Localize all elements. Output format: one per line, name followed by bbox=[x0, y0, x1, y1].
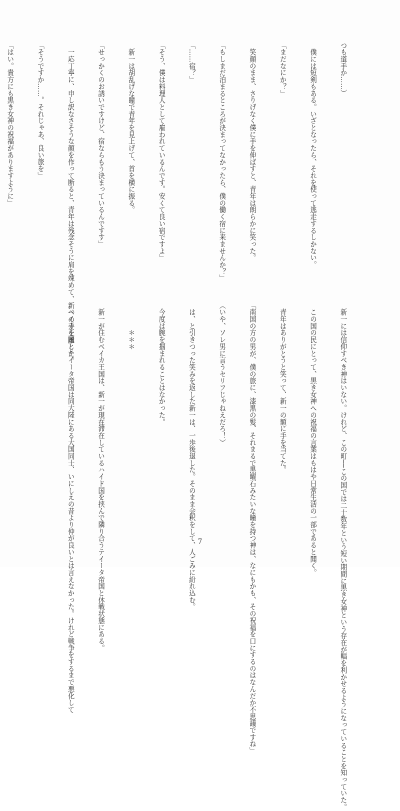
text-line: 新一は胡乱げな瞳で青年を見上げて、首を横に振る。 bbox=[126, 42, 135, 214]
text-line: 僕には短剣もある。いざとなったら、それを使って逃走するしかない。 bbox=[308, 42, 317, 269]
text-line: は、と引きつった笑みを返した新一は、一歩後退した。そのまま会釈をして、人ごみに紛れ込む。 bbox=[187, 302, 196, 611]
page-number: 7 bbox=[197, 538, 203, 546]
text-line: この国の民にとって、黒き女神への祝福の言葉はもはや日常生活の一部であると聞く。 bbox=[308, 302, 317, 576]
text-line: 青年はありがとうと笑って、新一の額に手を当てた。 bbox=[278, 302, 287, 474]
text-line: ベイカ王国とテイータ帝国は同大陸にある大国同士、いにしえの昔より仲が良いとは言えなかった。けれど戦争をするまで悪化して bbox=[66, 302, 75, 713]
text-line: 新一には信仰すべき神はいない。けれど、この町──この国では二十数年という短い期間に黒き女神という存在が幅を利かせるようになっていることを知っていた。 bbox=[338, 302, 347, 811]
text-line: つも道手か……） bbox=[338, 42, 347, 97]
text-line: 「そう、僕は料理人として雇われているんです。安くて良い宿ですよ」 bbox=[157, 42, 166, 262]
text-line: 一応丁寧に、申し訳なさそうな顔を作って断ると、青年は残念そうに肩を竦めて、新一の手を離した。 bbox=[66, 42, 75, 364]
section-break: ＊＊＊ bbox=[126, 302, 135, 350]
text-line: 「せっかくのお誘いですけど、宿ならもう決まっているんですす」 bbox=[96, 42, 105, 248]
text-line: 「そうですか……。それじゃあ、良い旅を」 bbox=[36, 42, 44, 179]
text-block-lower bbox=[45, 302, 368, 811]
text-line: 「はい。貴方にも黒き女神の祝福がありますように」 bbox=[5, 42, 14, 207]
text-line: 「まだなにか？」 bbox=[278, 42, 287, 97]
text-line: 「南国の方の男が、僕の旅に、漆黒の髪、それまるで黒曜石みたいな瞳を持つ神は、なにもかも、その祝福を口にするのはなんだか不思議ですね」 bbox=[247, 302, 256, 755]
text-line: 笑顔のまま、さりげなく僕に手を伸ばすと、青年は朗らかに笑った。 bbox=[247, 42, 256, 262]
text-line: 「……宿？」 bbox=[187, 42, 196, 84]
text-line: （いや、ソレ男に言うセリフじゃねえだろ！） bbox=[217, 302, 226, 446]
text-line: 今度は腕を掴まれることはなかった。 bbox=[157, 302, 166, 426]
text-line: 新一が住むベイカ王国は、新一が現在滞在しているハイド国を挟んで隣り合うテイータ帝国と休戦状態にある。 bbox=[96, 302, 105, 652]
text-line: 「もしまだ泊まるところが決まってなかったら、僕の働く宿に来ませんか？」 bbox=[217, 42, 226, 282]
